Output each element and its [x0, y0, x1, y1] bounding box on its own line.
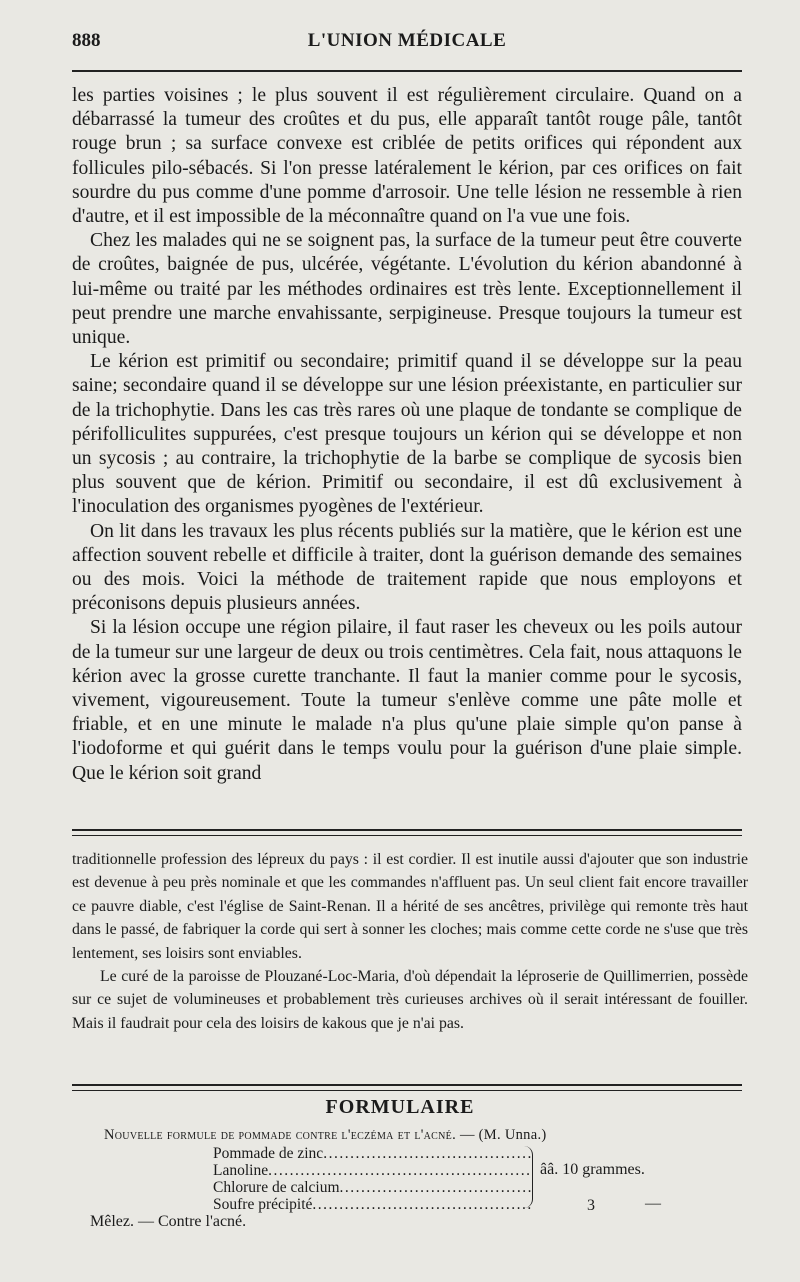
- leader-dots: [312, 1196, 533, 1213]
- footnote-paragraph: Le curé de la paroisse de Plouzané-Loc-Maria, d'où dépendait la léproserie de Quillimerrien, possède sur ce sujet de volumineuses et probablement très curieuses archives où il serait intéressant de fouiller. Mais il faudrait pour cela des loisirs de kakous que je n'ai pas.: [72, 968, 748, 1032]
- formula-instruction: Mêlez. — Contre l'acné.: [90, 1213, 247, 1230]
- formula-name: Nouvelle formule de pommade contre l'eczéma et l'acné.: [104, 1127, 456, 1143]
- formulaire-subtitle-line: [104, 1127, 724, 1144]
- ingredient-name: Soufre précipité: [213, 1196, 313, 1213]
- ingredient-name: Pommade de zinc: [213, 1145, 324, 1162]
- formula-author: — (M. Unna.): [459, 1127, 547, 1143]
- formulaire-title: FORMULAIRE: [325, 1096, 475, 1118]
- ingredient-list: [213, 1145, 533, 1213]
- footnote: [72, 848, 748, 1035]
- leader-dots: [340, 1179, 533, 1196]
- ingredient-brace: [524, 1146, 533, 1208]
- ingredient-quantity: ââ. 10 grammes.: [540, 1161, 645, 1178]
- footnote-separator: [72, 829, 742, 836]
- paragraph: Le kérion est primitif ou secondaire; primitif quand il se développe sur la peau saine; secondaire quand il se développe sur une lésion préexistante, en particulier sur de la trichophytie. Dans les cas très rares où une plaque de tondante se complique de périfolliculites suppurées, c'est presque toujours un kérion qui se développe et non un sycosis ; au contraire, la trichophytie de la barbe se complique de sycosis bien plus souvent que de kérion. Primitif ou secondaire, il est dû exclusivement à l'inoculation des organismes pyogènes de l'extérieur.: [72, 351, 742, 518]
- page-header: [72, 30, 742, 56]
- header-rule: [72, 70, 742, 72]
- paragraph: les parties voisines ; le plus souvent il est régulièrement circulaire. Quand on a débarrassé la tumeur des croûtes et du pus, elle apparaît tantôt rouge pâle, tantôt rouge brun ; sa surface convexe est criblée de petits orifices qui répondent aux follicules pilo-sébacés. Si l'on presse latéralement le kérion, par ces orifices on fait sourdre du pus comme d'une pomme d'arrosoir. Une telle lésion ne ressemble à rien d'autre, et il est impossible de la méconnaître quand on l'a vue une fois.: [72, 85, 742, 228]
- ingredient-name: Lanoline: [213, 1162, 269, 1179]
- ingredient-row: [213, 1145, 533, 1162]
- paragraph: On lit dans les travaux les plus récents publiés sur la matière, que le kérion est une affection souvent rebelle et difficile à traiter, dont la guérison demande des semaines ou des mois. Voici la méthode de traitement rapide que nous employons et préconisons depuis plusieurs années.: [72, 520, 742, 615]
- leader-dots: [268, 1162, 533, 1179]
- ingredient-name: Chlorure de calcium: [213, 1179, 340, 1196]
- paragraph: Chez les malades qui ne se soignent pas, la surface de la tumeur peut être couverte de croûtes, baignée de pus, ulcérée, végétante. L'évolution du kérion abandonné à lui-même ou traité par les méthodes ordinaires est très lente. Exceptionnellement il peut prendre une marche envahissante, serpigineuse. Presque toujours la tumeur est unique.: [72, 230, 742, 349]
- footnote-paragraph: traditionnelle profession des lépreux du pays : il est cordier. Il est inutile aussi d'ajouter que son industrie est devenue à peu près nominale et que les commandes n'affluent pas. Un seul client fait encore travailler ce pauvre diable, c'est l'église de Saint-Renan. Il a hérité de ses ancêtres, privilège qui remonte très haut dans le passé, de fabriquer la corde qui sert à sonner les cloches; mais comme cette corde ne s'use que très lentement, ses loisirs sont enviables.: [72, 851, 748, 962]
- main-text: [72, 84, 742, 786]
- leader-dots: [323, 1145, 533, 1162]
- journal-title: L'UNION MÉDICALE: [307, 30, 507, 51]
- paragraph: Si la lésion occupe une région pilaire, il faut raser les cheveux ou les poils autour de la tumeur sur une largeur de deux ou trois centimètres. Cela fait, nous attaquons le kérion avec la grosse curette tranchante. Il faut la manier comme pour le sycosis, vivement, vigoureusement. Toute la tumeur s'enlève comme une pâte molle et friable, et en une minute le malade n'a plus qu'une plaie simple qu'on panse à l'iodoforme et qui guérit dans le temps voulu pour la guérison d'une plaie simple. Que le kérion soit grand: [72, 617, 742, 784]
- section-separator: [72, 1084, 742, 1091]
- ingredient-row: [213, 1196, 533, 1213]
- quantity-dash: —: [645, 1195, 661, 1212]
- ingredient-row: [213, 1162, 533, 1179]
- ingredient-quantity-last: 3: [587, 1197, 595, 1214]
- ingredient-row: [213, 1179, 533, 1196]
- page-number: 888: [72, 30, 101, 51]
